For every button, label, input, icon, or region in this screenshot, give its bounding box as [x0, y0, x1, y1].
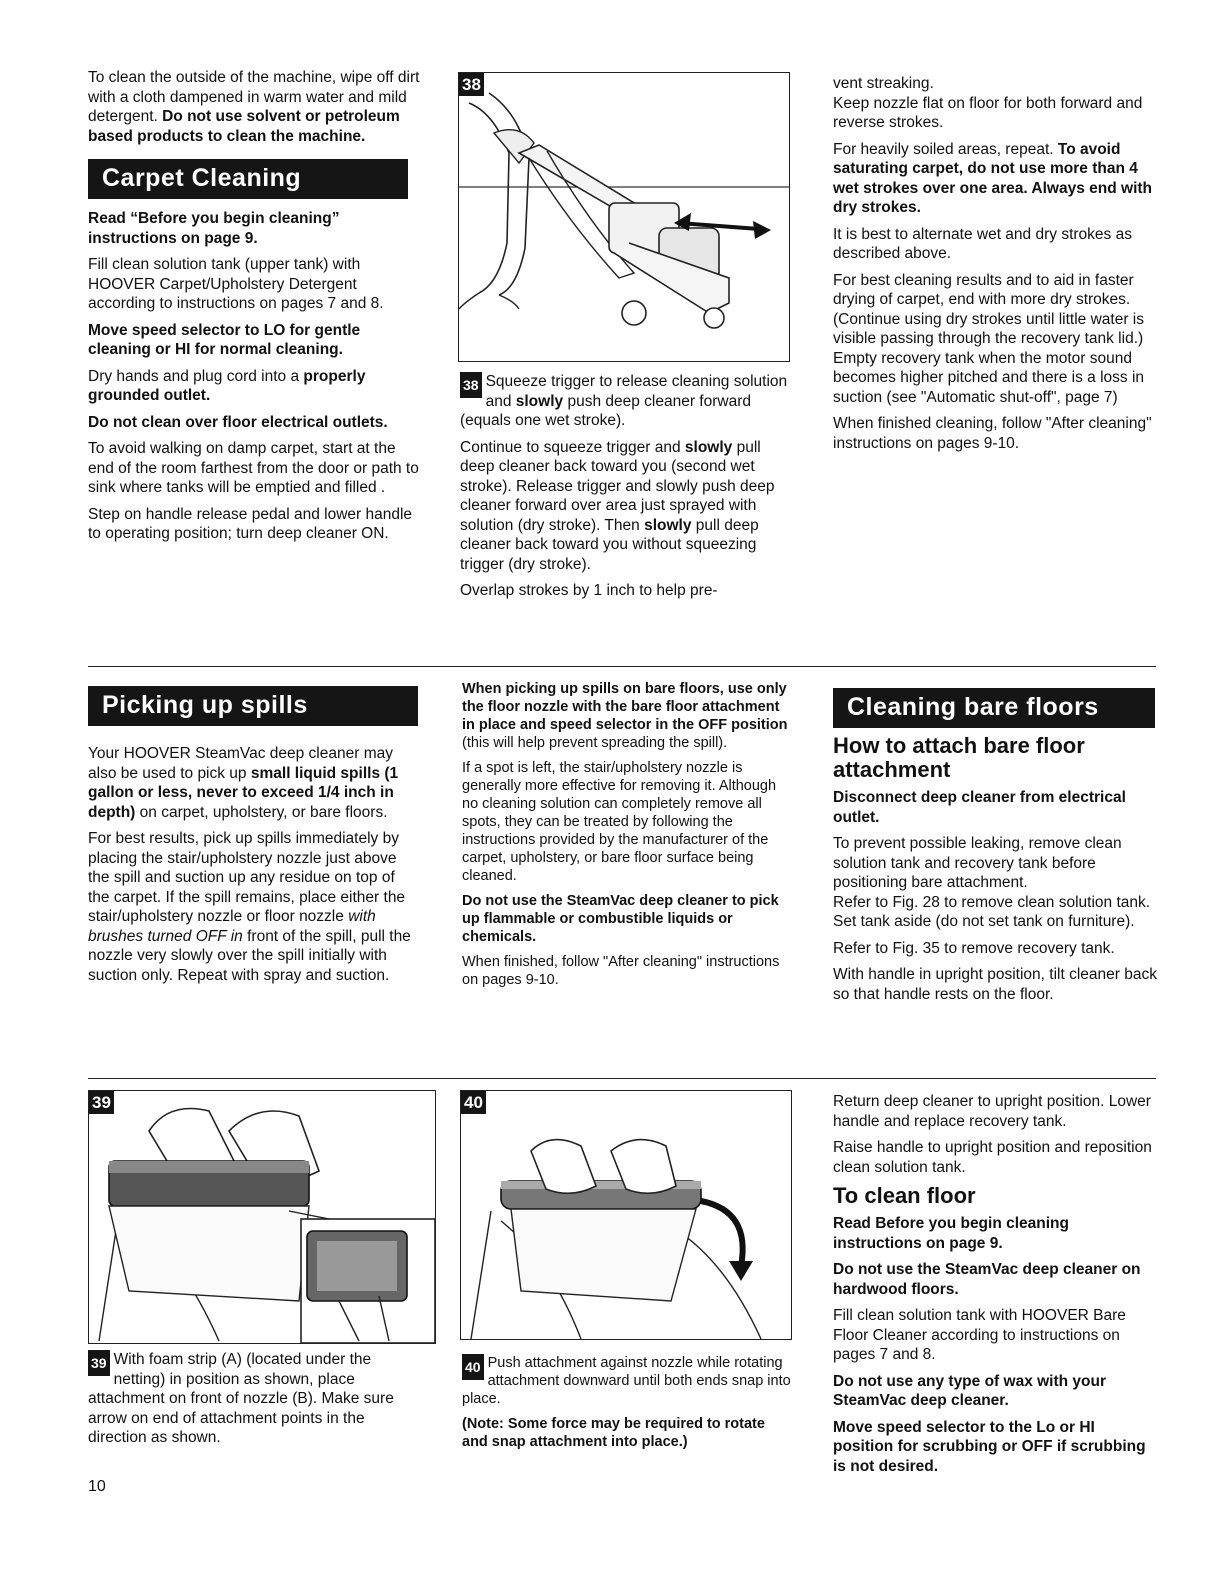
- bare-floor-spills-note: When picking up spills on bare floors, use only the floor nozzle with the bare floor attachment in place and speed selector in the OFF position (this will help prevent spreading the spill).: [462, 681, 788, 751]
- alternate-strokes-instruction: It is best to alternate wet and dry strokes as described above.: [833, 225, 1132, 262]
- nozzle-flat-instruction: Keep nozzle flat on floor for both forward and reverse strokes.: [833, 94, 1143, 131]
- refer-fig-28: Refer to Fig. 28 to remove clean solution tank. Set tank aside (do not set tank on furniture).: [833, 893, 1151, 930]
- raise-handle-instruction: Raise handle to upright position and reposition clean solution tank.: [833, 1139, 1152, 1176]
- attach-heading: How to attach bare floor attachment: [833, 733, 1085, 782]
- read-before-instruction: Read “Before you begin cleaning” instructions on page 9.: [88, 210, 340, 247]
- figure-40-badge: 40: [461, 1091, 486, 1114]
- attachment-rotation-illustration: [461, 1091, 791, 1339]
- carpet-cleaning-banner: Carpet Cleaning: [88, 159, 408, 199]
- after-cleaning-note: When finished, follow "After cleaning" instructions on pages 9-10.: [462, 954, 780, 988]
- figure-40-caption: 40 Push attachment against nozzle while rotating attachment downward until both ends snap into place.: [462, 1355, 791, 1407]
- fill-tank-instruction: Fill clean solution tank (upper tank) with HOOVER Carpet/Upholstery Detergent according to instructions on pages 7 and 8.: [88, 256, 384, 312]
- bottom-column-2: [462, 1354, 792, 1458]
- top-column-1: [88, 68, 424, 551]
- when-finished-instruction: When finished cleaning, follow "After cleaning" instructions on pages 9-10.: [833, 415, 1152, 452]
- wax-warning: Do not use any type of wax with your SteamVac deep cleaner.: [833, 1372, 1107, 1409]
- to-clean-floor-heading: To clean floor: [833, 1183, 976, 1208]
- section-divider-1: [88, 666, 1156, 667]
- speed-selector-floor: Move speed selector to the Lo or HI position for scrubbing or OFF if scrubbing is not desired.: [833, 1418, 1146, 1475]
- figure-39: [88, 1090, 436, 1344]
- bottom-column-3: [833, 1092, 1159, 1483]
- cleaning-bare-floors-banner: Cleaning bare floors: [833, 688, 1155, 728]
- best-results-instruction: For best cleaning results and to aid in faster drying of carpet, end with more dry strokes. (Continue using dry strokes until little water is visible passing through the recovery tank lid.): [833, 271, 1144, 347]
- intro-paragraph: To clean the outside of the machine, wipe off dirt with a cloth dampened in warm water and mild detergent. Do not use solvent or petroleum based products to clean the machine.: [88, 69, 420, 145]
- plug-cord-instruction: Dry hands and plug cord into a properly grounded outlet.: [88, 367, 366, 404]
- return-upright-instruction: Return deep cleaner to upright position. Lower handle and replace recovery tank.: [833, 1093, 1151, 1130]
- attachment-placement-illustration: [89, 1091, 435, 1343]
- figure-40-caption-badge: 40: [462, 1354, 484, 1380]
- streaking-continuation: vent streaking.: [833, 75, 934, 92]
- spills-best-results: For best results, pick up spills immediately by placing the stair/upholstery nozzle just above the spill and suction up any residue on top of the carpet. If the spill remains, place either the stair/upholstery nozzle or floor nozzle with brushes turned OFF in front of the spill, pull the nozzle very slowly over the spill initially with suction only. Repeat with spray and suction.: [88, 830, 411, 984]
- flammable-warning: Do not use the SteamVac deep cleaner to pick up flammable or combustible liquids or chemicals.: [462, 893, 779, 945]
- middle-column-3: [833, 688, 1159, 1011]
- picking-up-spills-banner: Picking up spills: [88, 686, 418, 726]
- stroke-instructions: Continue to squeeze trigger and slowly pull deep cleaner back toward you (second wet stroke). Release trigger and slowly push deep cleaner forward over area just sprayed with solution (dry stroke). Then slowly pull deep cleaner back toward you without squeezing trigger (dry stroke).: [460, 438, 775, 573]
- top-column-2: [460, 372, 790, 608]
- middle-column-1: [88, 686, 420, 992]
- hardwood-warning: Do not use the SteamVac deep cleaner on hardwood floors.: [833, 1261, 1141, 1298]
- figure-38: [458, 72, 790, 362]
- figure-39-caption: 39 With foam strip (A) (located under the netting) in position as shown, place attachment on front of nozzle (B). Make sure arrow on end of attachment points in the direction as shown.: [88, 1351, 394, 1446]
- spills-intro: Your HOOVER SteamVac deep cleaner may also be used to pick up small liquid spills (1 gallon or less, never to exceed 1/4 inch in depth) on carpet, upholstery, or bare floors.: [88, 745, 399, 821]
- figure-40: [460, 1090, 792, 1340]
- top-column-3: [833, 74, 1155, 460]
- speed-selector-instruction: Move speed selector to LO for gentle cleaning or HI for normal cleaning.: [88, 321, 361, 358]
- tilt-cleaner-instruction: With handle in upright position, tilt cleaner back so that handle rests on the floor.: [833, 966, 1157, 1003]
- figure-39-badge: 39: [89, 1091, 114, 1114]
- empty-recovery-instruction: Empty recovery tank when the motor sound becomes higher pitched and there is a loss in suction (see "Automatic shut-off", page 7): [833, 349, 1145, 406]
- figure-38-badge: 38: [459, 73, 484, 96]
- vacuum-push-illustration: [459, 73, 789, 361]
- overlap-instruction: Overlap strokes by 1 inch to help pre-: [460, 582, 718, 599]
- prevent-leaking-instruction: To prevent possible leaking, remove clean solution tank and recovery tank before positioning bare attachment.: [833, 835, 1122, 891]
- refer-fig-35: Refer to Fig. 35 to remove recovery tank.: [833, 939, 1115, 957]
- bottom-column-1: [88, 1350, 414, 1455]
- spot-removal-note: If a spot is left, the stair/upholstery nozzle is generally more effective for removing it. Although no cleaning solution can completely remove all spots, they can be treated by following the instructions provided by the manufacturer of the carpet, upholstery, or bare floor surface being cleaned.: [462, 760, 777, 884]
- force-note: (Note: Some force may be required to rotate and snap attachment into place.): [462, 1416, 765, 1450]
- outlet-warning: Do not clean over floor electrical outlets.: [88, 413, 388, 431]
- figure-39-caption-badge: 39: [88, 1350, 110, 1376]
- section-divider-2: [88, 1078, 1156, 1079]
- fill-floor-cleaner-instruction: Fill clean solution tank with HOOVER Bare Floor Cleaner according to instructions on pages 7 and 8.: [833, 1307, 1126, 1363]
- disconnect-instruction: Disconnect deep cleaner from electrical outlet.: [833, 789, 1126, 826]
- read-before-floor: Read Before you begin cleaning instructions on page 9.: [833, 1215, 1069, 1252]
- middle-column-2: [462, 680, 792, 996]
- heavily-soiled-instruction: For heavily soiled areas, repeat. To avoid saturating carpet, do not use more than 4 wet strokes over one area. Always end with dry strokes.: [833, 140, 1153, 216]
- figure-38-caption: 38 Squeeze trigger to release cleaning solution and slowly push deep cleaner forward (equals one wet stroke).: [460, 373, 788, 429]
- damp-carpet-instruction: To avoid walking on damp carpet, start at the end of the room farthest from the door or path to sink where tanks will be emptied and filled .: [88, 440, 419, 496]
- figure-38-caption-badge: 38: [460, 372, 482, 398]
- handle-release-instruction: Step on handle release pedal and lower handle to operating position; turn deep cleaner ON.: [88, 505, 413, 542]
- page-number: 10: [88, 1478, 106, 1495]
